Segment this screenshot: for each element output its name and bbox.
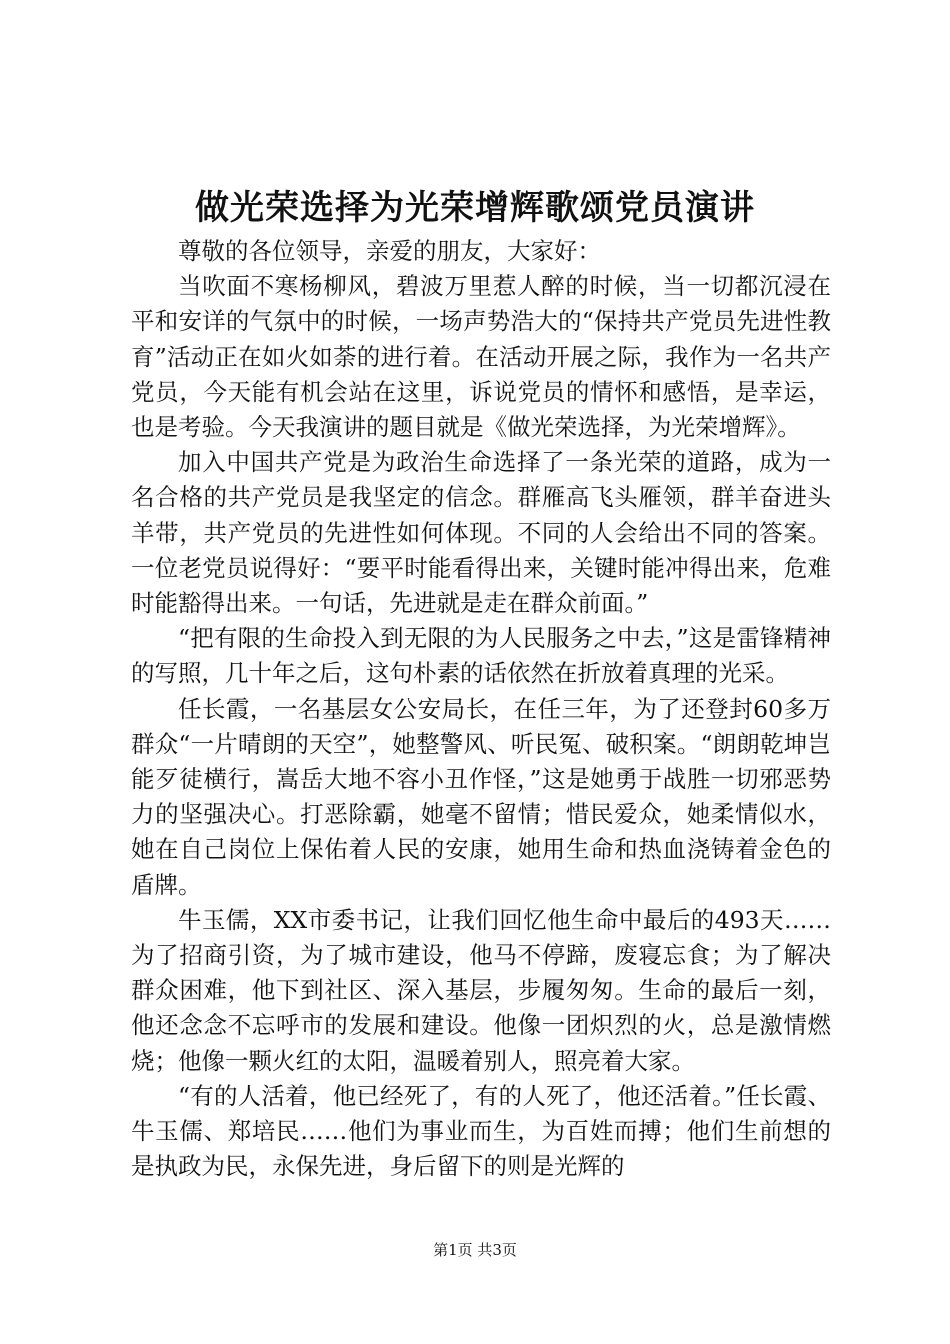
page-number-footer: 第1页 共3页 bbox=[433, 1241, 517, 1259]
document-title: 做光荣选择为光荣增辉歌颂党员演讲 bbox=[195, 188, 755, 228]
body-paragraph: 当吹面不寒杨柳风，碧波万里惹人醉的时候，当一切都沉浸在平和安详的气氛中的时候，一场声势浩大的“保持共产党员先进性教育”活动正在如火如荼的进行着。在活动开展之际，我作为一名共产党员，今天能有机会站在这里，诉说党员的情怀和感悟，是幸运，也是考验。今天我演讲的题目就是《做光荣选择，为光荣增辉》。 bbox=[131, 272, 831, 442]
body-paragraph: “把有限的生命投入到无限的为人民服务之中去，”这是雷锋精神的写照，几十年之后，这句朴素的话依然在折放着真理的光采。 bbox=[131, 624, 831, 688]
body-paragraph: “有的人活着，他已经死了，有的人死了，他还活着。”任长霞、牛玉儒、郑培民……他们为事业而生，为百姓而搏；他们生前想的是执政为民，永保先进，身后留下的则是光辉的 bbox=[131, 1081, 831, 1181]
body-paragraph: 加入中国共产党是为政治生命选择了一条光荣的道路，成为一名合格的共产党员是我坚定的信念。群雁高飞头雁领，群羊奋进头羊带，共产党员的先进性如何体现。不同的人会给出不同的答案。一位老党员说得好：“要平时能看得出来，关键时能冲得出来，危难时能豁得出来。一句话，先进就是走在群众前面。” bbox=[131, 448, 831, 618]
document-body bbox=[131, 234, 831, 1184]
body-paragraph: 任长霞，一名基层女公安局长，在任三年，为了还登封60多万群众“一片晴朗的天空”，她整警风、听民冤、破积案。“朗朗乾坤岂能歹徒横行，嵩岳大地不容小丑作怪，”这是她勇于战胜一切邪恶势力的坚强决心。打恶除霸，她毫不留情；惜民爱众，她柔情似水，她在自己岗位上保佑着人民的安康，她用生命和热血浇铸着金色的盾牌。 bbox=[131, 694, 831, 899]
body-paragraph: 牛玉儒，XX市委书记，让我们回忆他生命中最后的493天……为了招商引资，为了城市建设，他马不停蹄，废寝忘食；为了解决群众困难，他下到社区、深入基层，步履匆匆。生命的最后一刻，他还念念不忘呼市的发展和建设。他像一团炽烈的火，总是激情燃烧；他像一颗火红的太阳，温暖着别人，照亮着大家。 bbox=[131, 905, 831, 1075]
greeting-paragraph: 尊敬的各位领导，亲爱的朋友，大家好： bbox=[178, 237, 601, 265]
